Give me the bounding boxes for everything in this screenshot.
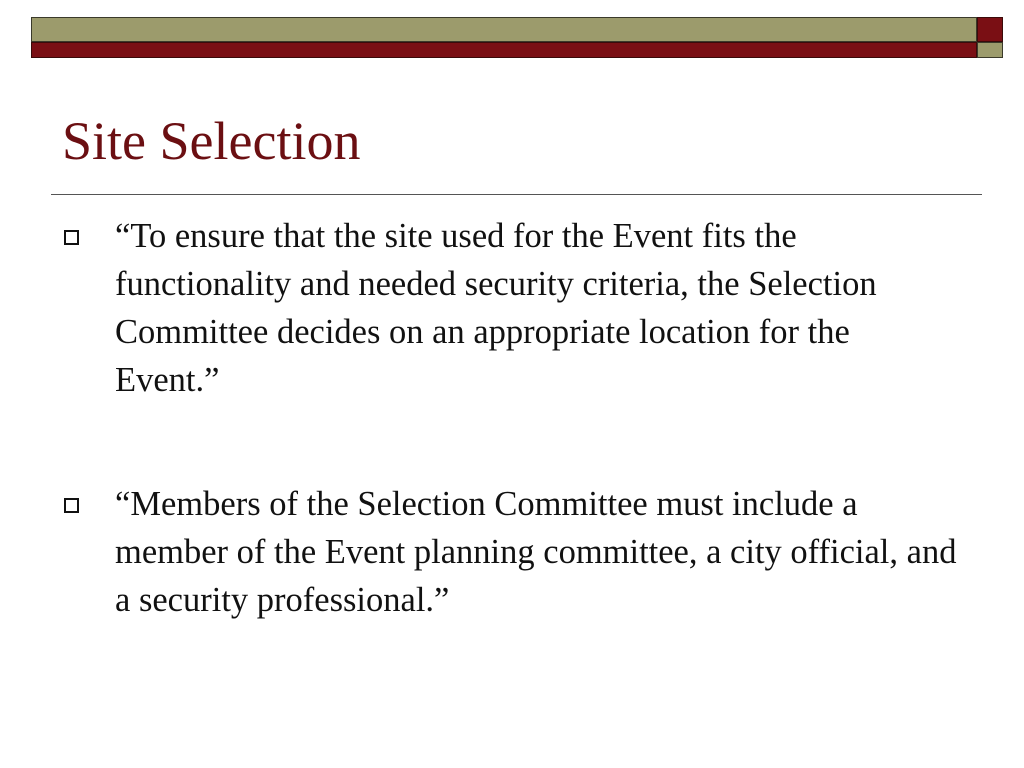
header-bar-maroon xyxy=(31,42,977,58)
bullet-text: “To ensure that the site used for the Event fits the functionality and needed security criteria, the Selection Committee decides on an appropriate location for the Event.” xyxy=(115,217,877,399)
header-square-olive xyxy=(977,42,1003,58)
title-divider xyxy=(51,194,982,195)
bullet-text: “Members of the Selection Committee must include a member of the Event planning committee, a city official, and a security professional.” xyxy=(115,485,957,619)
bullet-item xyxy=(64,212,964,404)
header-bar-olive xyxy=(31,17,977,42)
hollow-square-icon xyxy=(64,230,79,245)
header-square-maroon xyxy=(977,17,1003,42)
hollow-square-icon xyxy=(64,498,79,513)
bullet-list xyxy=(64,212,964,624)
slide-title: Site Selection xyxy=(62,111,361,171)
bullet-item xyxy=(64,480,964,624)
